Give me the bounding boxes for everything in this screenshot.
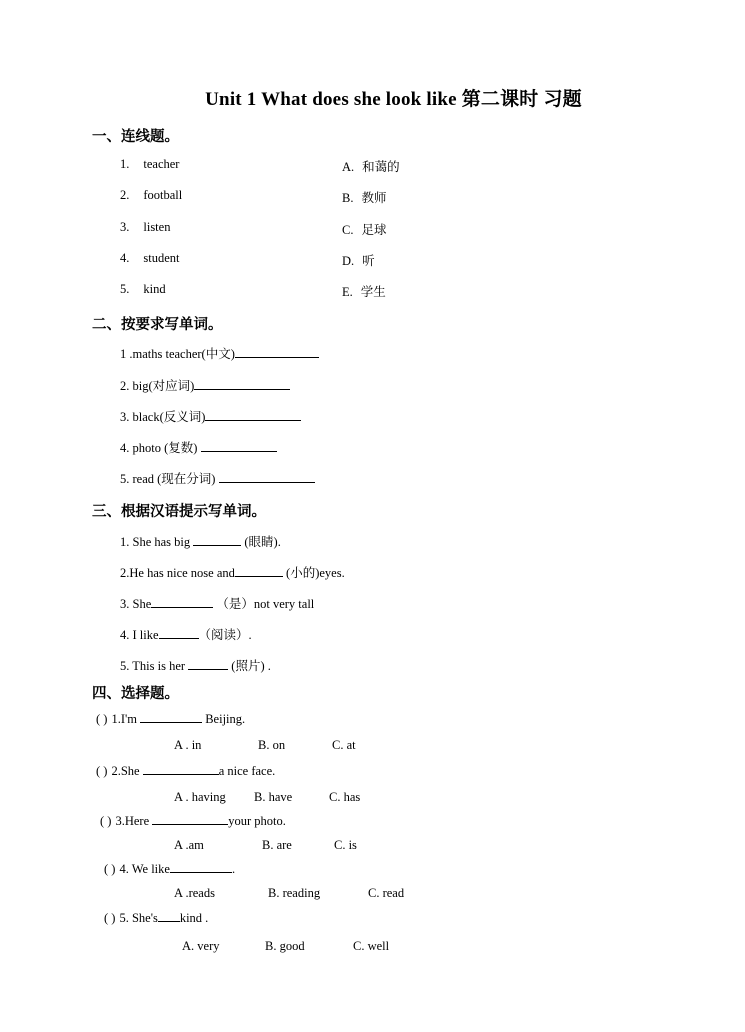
item-prompt: 2. big(对应词) bbox=[120, 379, 195, 393]
hint-item bbox=[120, 594, 314, 612]
option-b: B. reading bbox=[268, 886, 321, 900]
matching-item bbox=[120, 188, 182, 203]
write-word-item bbox=[120, 469, 315, 487]
answer-blank[interactable] bbox=[235, 566, 283, 577]
item-prompt: 4. photo (复数) bbox=[120, 441, 201, 455]
write-word-item bbox=[120, 438, 277, 456]
answer-blank bbox=[158, 911, 180, 922]
item-word: student bbox=[143, 251, 180, 265]
choice-question bbox=[96, 764, 275, 779]
option-a: A .am bbox=[174, 838, 204, 852]
question-text-before: 5. She's bbox=[119, 911, 158, 925]
answer-blank[interactable] bbox=[159, 628, 199, 639]
option-meaning: 学生 bbox=[360, 284, 386, 299]
item-text-after: (眼睛). bbox=[241, 535, 281, 549]
question-text-after: a nice face. bbox=[218, 764, 276, 778]
answer-blank[interactable] bbox=[201, 441, 277, 452]
item-text-before: 5. This is her bbox=[120, 659, 189, 673]
question-text-after: Beijing. bbox=[202, 712, 246, 726]
choice-question bbox=[100, 814, 286, 829]
hint-item bbox=[120, 532, 281, 550]
answer-parentheses[interactable]: ( ) bbox=[104, 911, 116, 925]
option-letter: D. bbox=[342, 254, 355, 268]
item-number: 4. bbox=[120, 251, 130, 265]
item-text-after: (小的)eyes. bbox=[282, 566, 345, 580]
option-meaning: 听 bbox=[362, 253, 375, 268]
answer-blank bbox=[143, 764, 219, 775]
matching-option bbox=[342, 188, 386, 206]
answer-blank bbox=[152, 814, 228, 825]
hint-item bbox=[120, 563, 345, 581]
matching-option bbox=[342, 282, 386, 300]
answer-blank[interactable] bbox=[151, 597, 213, 608]
section-heading-write-words: 二、按要求写单词。 bbox=[92, 317, 223, 333]
item-number: 2. bbox=[120, 188, 130, 202]
item-prompt: 5. read (现在分词) bbox=[120, 472, 219, 486]
item-word: kind bbox=[143, 282, 166, 296]
option-c: C. is bbox=[334, 838, 357, 852]
answer-parentheses[interactable]: ( ) bbox=[96, 764, 108, 778]
question-text-before: 2.She bbox=[111, 764, 143, 778]
option-letter: A. bbox=[342, 160, 355, 174]
option-b: B. have bbox=[254, 790, 293, 804]
option-meaning: 足球 bbox=[361, 222, 387, 237]
hint-item bbox=[120, 625, 252, 643]
item-word: teacher bbox=[143, 157, 180, 171]
option-a: A .reads bbox=[174, 886, 215, 900]
option-c: C. has bbox=[329, 790, 361, 804]
page-title: Unit 1 What does she look like 第二课时 习题 bbox=[205, 89, 582, 110]
option-meaning: 和蔼的 bbox=[362, 159, 400, 174]
matching-item bbox=[120, 220, 170, 235]
section-heading-matching: 一、连线题。 bbox=[92, 129, 179, 145]
answer-parentheses[interactable]: ( ) bbox=[96, 712, 108, 726]
option-a: A. very bbox=[182, 939, 220, 953]
item-text-after: （是）not very tall bbox=[213, 597, 315, 611]
answer-blank[interactable] bbox=[219, 472, 315, 483]
option-b: B. on bbox=[258, 738, 286, 752]
write-word-item bbox=[120, 344, 319, 362]
item-text-before: 1. She has big bbox=[120, 535, 194, 549]
answer-blank[interactable] bbox=[205, 410, 301, 421]
question-text-after: . bbox=[231, 862, 236, 876]
answer-blank bbox=[170, 862, 232, 873]
section-heading-multiple-choice: 四、选择题。 bbox=[92, 686, 179, 702]
item-text-before: 2.He has nice nose and bbox=[120, 566, 235, 580]
choice-question bbox=[104, 911, 208, 926]
item-number: 1. bbox=[120, 157, 130, 171]
choice-question bbox=[96, 712, 245, 727]
item-text-after: (照片) . bbox=[228, 659, 271, 673]
question-text-before: 3.Here bbox=[115, 814, 153, 828]
matching-item bbox=[120, 251, 179, 266]
item-text-before: 3. She bbox=[120, 597, 152, 611]
option-letter: C. bbox=[342, 223, 354, 237]
matching-item bbox=[120, 157, 179, 172]
item-text-before: 4. I like bbox=[120, 628, 159, 642]
answer-parentheses[interactable]: ( ) bbox=[100, 814, 112, 828]
option-b: B. good bbox=[265, 939, 305, 953]
option-letter: B. bbox=[342, 191, 354, 205]
item-word: listen bbox=[143, 220, 171, 234]
question-text-after: your photo. bbox=[228, 814, 286, 828]
option-a: A . in bbox=[174, 738, 202, 752]
matching-option bbox=[342, 220, 386, 238]
answer-blank[interactable] bbox=[194, 379, 290, 390]
hint-item bbox=[120, 656, 271, 674]
question-text-before: 1.I'm bbox=[111, 712, 141, 726]
option-letter: E. bbox=[342, 285, 353, 299]
option-b: B. are bbox=[262, 838, 292, 852]
item-text-after: （阅读）. bbox=[198, 628, 252, 642]
matching-option bbox=[342, 251, 375, 269]
item-word: football bbox=[143, 188, 183, 202]
item-prompt: 1 .maths teacher(中文) bbox=[120, 347, 235, 361]
question-text-after: kind . bbox=[179, 911, 209, 925]
answer-parentheses[interactable]: ( ) bbox=[104, 862, 116, 876]
write-word-item bbox=[120, 376, 290, 394]
item-number: 3. bbox=[120, 220, 130, 234]
item-number: 5. bbox=[120, 282, 130, 296]
option-a: A . having bbox=[174, 790, 226, 804]
answer-blank[interactable] bbox=[188, 659, 228, 670]
section-heading-chinese-hints: 三、根据汉语提示写单词。 bbox=[92, 504, 266, 520]
answer-blank[interactable] bbox=[235, 347, 319, 358]
choice-question bbox=[104, 862, 235, 877]
question-text-before: 4. We like bbox=[119, 862, 170, 876]
option-c: C. at bbox=[332, 738, 356, 752]
answer-blank bbox=[140, 712, 202, 723]
option-c: C. read bbox=[368, 886, 405, 900]
item-prompt: 3. black(反义词) bbox=[120, 410, 206, 424]
option-meaning: 教师 bbox=[361, 190, 387, 205]
matching-option bbox=[342, 157, 400, 175]
option-c: C. well bbox=[353, 939, 390, 953]
answer-blank[interactable] bbox=[193, 535, 241, 546]
matching-item bbox=[120, 282, 166, 297]
write-word-item bbox=[120, 407, 301, 425]
